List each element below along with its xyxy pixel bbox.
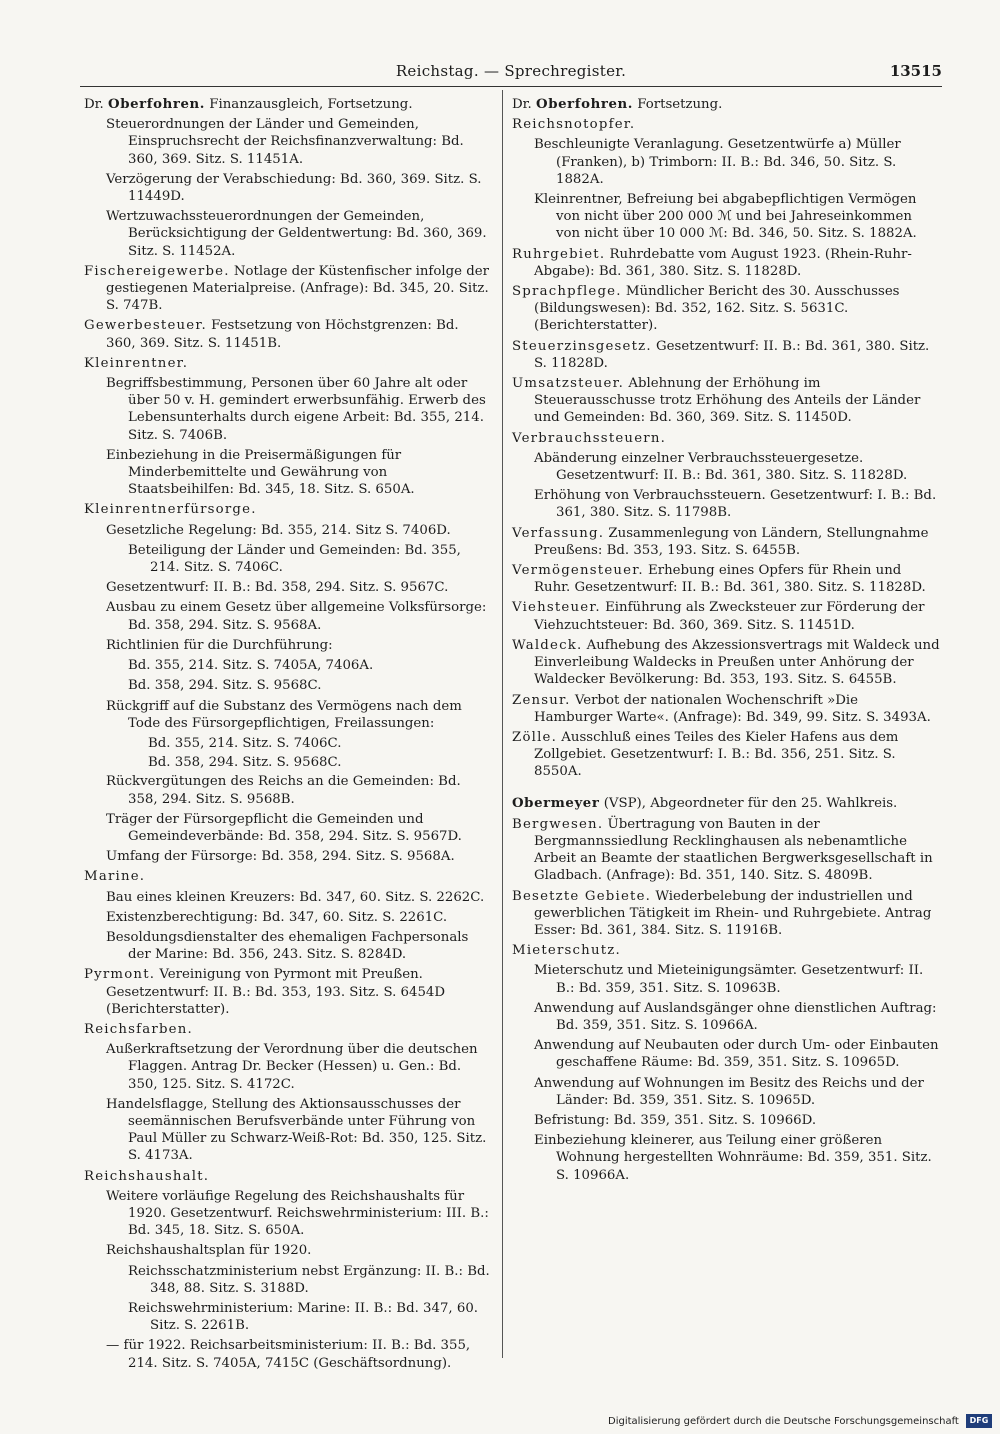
entry-text: Verbot der nationalen Wochenschrift »Die Hamburger Warte«. (Anfrage): Bd. 349, 99. Sitz. S. 3493A. xyxy=(534,692,931,725)
entry-text: Übertragung von Bauten in der Bergmannssiedlung Recklinghausen als nebenamtliche Arbeit an Beamte der staatlichen Bergwerksgesellschaft in Gladbach. (Anfrage): Bd. 351, 140. Sitz. S. 4809B. xyxy=(534,816,933,884)
index-entry xyxy=(512,136,940,188)
entry-text: Einbeziehung kleinerer, aus Teilung einer größeren Wohnung hergestellten Wohnräume: Bd. 359, 351. Sitz. S. 10966A. xyxy=(534,1133,932,1183)
page-header xyxy=(80,60,942,87)
entry-text: Rückvergütungen des Reichs an die Gemeinden: Bd. 358, 294. Sitz. S. 9568B. xyxy=(106,774,461,807)
entry-text: Ablehnung der Erhöhung im Steuerausschusse trotz Erhöhung des Anteils der Länder und Gemeinden: Bd. 360, 369. Sitz. S. 11450D. xyxy=(534,376,921,426)
index-entry xyxy=(512,450,940,484)
entry-text: Anwendung auf Auslandsgänger ohne dienstlichen Auftrag: Bd. 359, 351. Sitz. S. 10966A. xyxy=(534,1000,937,1033)
entry-text: Einführung als Zwecksteuer zur Förderung der Viehzuchtsteuer: Bd. 360, 369. Sitz. S. 11451D. xyxy=(534,600,925,633)
entry-topic: Pyrmont. xyxy=(84,967,156,983)
speaker-prefix: Dr. xyxy=(512,97,532,112)
index-entry xyxy=(512,191,940,243)
index-entry xyxy=(84,1263,490,1297)
index-entry xyxy=(84,909,490,926)
right-column xyxy=(512,96,940,1187)
index-entry xyxy=(512,283,940,335)
footer-credit: Digitalisierung gefördert durch die Deutsche Forschungsgemeinschaft xyxy=(608,1416,959,1427)
index-entry xyxy=(84,677,490,694)
index-entry xyxy=(512,375,940,427)
entry-text: Mündlicher Bericht des 30. Ausschusses (Bildungswesen): Bd. 352, 162. Sitz. S. 5631C. (Berichterstatter). xyxy=(534,284,900,334)
index-entry xyxy=(84,1168,490,1185)
entry-text: Weitere vorläufige Regelung des Reichshaushalts für 1920. Gesetzentwurf. Reichswehrministerium: III. B.: Bd. 345, 18. Sitz. S. 650A. xyxy=(106,1188,489,1239)
entry-text: Beteiligung der Länder und Gemeinden: Bd. 355, 214. Sitz. S. 7406C. xyxy=(128,542,461,576)
index-entry xyxy=(84,1337,490,1371)
entry-text: Gesetzentwurf: II. B.: Bd. 361, 380. Sitz. S. 11828D. xyxy=(534,338,930,371)
entry-text: Bd. 358, 294. Sitz. S. 9568C. xyxy=(128,678,322,694)
index-entry xyxy=(512,562,940,596)
entry-text: Besoldungsdienstalter des ehemaligen Fachpersonals der Marine: Bd. 356, 243. Sitz. S. 8284D. xyxy=(106,929,469,963)
entry-list xyxy=(84,116,490,1372)
entry-topic: Zensur. xyxy=(512,692,571,708)
index-entry xyxy=(512,246,940,280)
entry-text: Gesetzliche Regelung: Bd. 355, 214. Sitz S. 7406D. xyxy=(106,522,451,538)
index-entry xyxy=(512,116,940,133)
entry-text: Gesetzentwurf: II. B.: Bd. 358, 294. Sitz. S. 9567C. xyxy=(106,580,449,596)
index-entry xyxy=(512,1132,940,1184)
entry-text: Abänderung einzelner Verbrauchssteuergesetze. Gesetzentwurf: II. B.: Bd. 361, 380. Sitz. S. 11828D. xyxy=(534,450,908,484)
index-entry xyxy=(512,1075,940,1109)
index-entry xyxy=(84,811,490,845)
entry-text: Handelsflagge, Stellung des Aktionsausschusses der seemännischen Berufsverbände unter Führung von Paul Müller zu Schwarz-Weiß-Rot: Bd. 350, 125. Sitz. S. 4173A. xyxy=(106,1096,487,1164)
entry-topic: Kleinrentnerfürsorge. xyxy=(84,502,257,518)
index-entry xyxy=(84,447,490,499)
entry-text: Aufhebung des Akzessionsvertrags mit Waldeck und Einverleibung Waldecks in Preußen unter Anhörung der Waldecker Bevölkerung: Bd. 353, 193. Sitz. S. 6455B. xyxy=(534,637,940,688)
entry-topic: Sprachpflege. xyxy=(512,284,622,300)
index-entry xyxy=(84,522,490,539)
entry-topic: Verbrauchssteuern. xyxy=(512,430,667,446)
speaker-name: Oberfohren. xyxy=(108,97,205,112)
index-entry xyxy=(84,698,490,732)
column-divider xyxy=(502,90,503,1358)
entry-text: Steuerordnungen der Länder und Gemeinden, Einspruchsrecht der Reichsfinanzverwaltung: Bd. 360, 369. Sitz. S. 11451A. xyxy=(106,117,464,167)
entry-topic: Zölle. xyxy=(512,729,558,745)
index-entry xyxy=(512,962,940,996)
entry-text: Außerkraftsetzung der Verordnung über die deutschen Flaggen. Antrag Dr. Becker (Hessen) u. Gen.: Bd. 350, 125. Sitz. S. 4172C. xyxy=(106,1042,478,1092)
entry-text: Anwendung auf Neubauten oder durch Um- oder Einbauten geschaffene Räume: Bd. 359, 351. Sitz. S. 10965D. xyxy=(534,1038,939,1071)
entry-topic: Reichsfarben. xyxy=(84,1021,193,1037)
entry-text: Existenzberechtigung: Bd. 347, 60. Sitz. S. 2261C. xyxy=(106,909,448,925)
index-entry xyxy=(84,1041,490,1093)
entry-text: Mieterschutz und Mieteinigungsämter. Gesetzentwurf: II. B.: Bd. 359, 351. Sitz. S. 10963B. xyxy=(534,963,924,996)
index-entry xyxy=(84,375,490,444)
dfg-logo: DFG xyxy=(966,1414,992,1428)
entry-text: Festsetzung von Höchstgrenzen: Bd. 360, 369. Sitz. S. 11451B. xyxy=(106,318,459,351)
speaker-subtitle: Finanzausgleich, Fortsetzung. xyxy=(209,97,413,112)
index-entry xyxy=(84,501,490,518)
entry-text: Ruhrdebatte vom August 1923. (Rhein-Ruhr-Abgabe): Bd. 361, 380. Sitz. S. 11828D. xyxy=(534,246,912,279)
index-entry xyxy=(84,116,490,168)
speaker-name: Oberfohren. xyxy=(536,97,633,112)
entry-text: Vereinigung von Pyrmont mit Preußen. Gesetzentwurf: II. B.: Bd. 353, 193. Sitz. S. 6454D (Berichterstatter). xyxy=(106,967,446,1017)
speaker-subtitle: Fortsetzung. xyxy=(637,97,723,112)
index-entry xyxy=(512,338,940,372)
entry-text: Reichswehrministerium: Marine: II. B.: Bd. 347, 60. Sitz. S. 2261B. xyxy=(128,1301,479,1334)
entry-topic: Ruhrgebiet. xyxy=(512,246,606,262)
entry-text: Reichshaushaltsplan für 1920. xyxy=(106,1243,312,1259)
index-entry xyxy=(512,942,940,959)
entry-text: Begriffsbestimmung, Personen über 60 Jahre alt oder über 50 v. H. gemindert erwerbsunfähig. Erwerb des Lebensunterhalts durch eigene Arbeit: Bd. 355, 214. Sitz. S. 7406B. xyxy=(106,376,486,443)
index-entry xyxy=(84,542,490,576)
entry-text: Kleinrentner, Befreiung bei abgabepflichtigen Vermögen von nicht über 200 000 ℳ und bei Jahreseinkommen von nicht über 10 000 ℳ: Bd. 346, 50. Sitz. S. 1882A. xyxy=(534,192,917,242)
footer xyxy=(608,1414,992,1430)
index-entry xyxy=(84,735,490,752)
entry-text: — für 1922. Reichsarbeitsministerium: II. B.: Bd. 355, 214. Sitz. S. 7405A, 7415C (Geschäftsordnung). xyxy=(106,1338,471,1371)
entry-text: Richtlinien für die Durchführung: xyxy=(106,637,333,653)
index-entry xyxy=(84,317,490,351)
index-entry xyxy=(512,637,940,689)
index-entry xyxy=(84,1242,490,1259)
running-title: Reichstag. — Sprechregister. xyxy=(395,62,627,80)
entry-text: Befristung: Bd. 359, 351. Sitz. S. 10966D. xyxy=(534,1112,817,1128)
entry-topic: Marine. xyxy=(84,869,146,885)
left-column xyxy=(84,96,490,1375)
entry-topic: Besetzte Gebiete. xyxy=(512,888,652,904)
entry-topic: Umsatzsteuer. xyxy=(512,376,625,392)
entry-topic: Steuerzinsgesetz. xyxy=(512,338,652,354)
index-entry xyxy=(84,1096,490,1165)
index-entry xyxy=(84,657,490,674)
entry-text: Erhöhung von Verbrauchssteuern. Gesetzentwurf: I. B.: Bd. 361, 380. Sitz. S. 11798B. xyxy=(534,488,937,521)
entry-text: Ausschluß eines Teiles des Kieler Hafens aus dem Zollgebiet. Gesetzentwurf: I. B.: Bd. 356, 251. Sitz. S. 8550A. xyxy=(534,729,899,780)
speaker-subtitle: (VSP), Abgeordneter für den 25. Wahlkreis. xyxy=(603,795,898,811)
entry-text: Bd. 355, 214. Sitz. S. 7405A, 7406A. xyxy=(128,658,374,674)
index-entry xyxy=(512,729,940,781)
entry-text: Träger der Fürsorgepflicht die Gemeinden und Gemeindeverbände: Bd. 358, 294. Sitz. S. 9567D. xyxy=(106,811,462,844)
entry-text: Beschleunigte Veranlagung. Gesetzentwürfe a) Müller (Franken), b) Trimborn: II. B.: Bd. 346, 50. Sitz. S. 1882A. xyxy=(534,137,901,187)
entry-text: Verzögerung der Verabschiedung: Bd. 360, 369. Sitz. S. 11449D. xyxy=(106,171,482,205)
index-entry xyxy=(84,848,490,865)
index-entry xyxy=(84,208,490,260)
index-entry xyxy=(84,171,490,205)
index-entry xyxy=(512,1112,940,1129)
entry-topic: Reichsnotopfer. xyxy=(512,117,636,133)
entry-topic: Bergwesen. xyxy=(512,816,604,832)
speaker-heading-2 xyxy=(512,795,940,812)
index-entry xyxy=(512,692,940,726)
entry-topic: Vermögensteuer. xyxy=(512,563,644,579)
index-entry xyxy=(512,599,940,633)
index-entry xyxy=(84,263,490,315)
entry-text: Bau eines kleinen Kreuzers: Bd. 347, 60. Sitz. S. 2262C. xyxy=(106,889,485,905)
entry-topic: Waldeck. xyxy=(512,637,583,653)
entry-text: Reichsschatzministerium nebst Ergänzung: II. B.: Bd. 348, 88. Sitz. S. 3188D. xyxy=(128,1263,490,1296)
entry-topic: Kleinrentner. xyxy=(84,355,189,371)
entry-list xyxy=(512,116,940,780)
entry-text: Ausbau zu einem Gesetz über allgemeine Volksfürsorge: Bd. 358, 294. Sitz. S. 9568A. xyxy=(106,600,487,633)
index-entry xyxy=(84,773,490,807)
entry-topic: Verfassung. xyxy=(512,525,605,541)
index-entry xyxy=(84,579,490,596)
entry-text: Wertzuwachssteuerordnungen der Gemeinden, Berücksichtigung der Geldentwertung: Bd. 360, 369. Sitz. S. 11452A. xyxy=(106,209,487,259)
entry-topic: Viehsteuer. xyxy=(512,600,601,616)
index-entry xyxy=(512,888,940,940)
index-entry xyxy=(84,355,490,372)
speaker-name: Obermeyer xyxy=(512,795,600,811)
entry-text: Zusammenlegung von Ländern, Stellungnahme Preußens: Bd. 353, 193. Sitz. S. 6455B. xyxy=(534,525,929,558)
entry-topic: Gewerbesteuer. xyxy=(84,318,207,334)
entry-text: Bd. 355, 214. Sitz. S. 7406C. xyxy=(148,735,342,751)
index-entry xyxy=(512,487,940,521)
entry-topic: Mieterschutz. xyxy=(512,943,621,959)
index-entry xyxy=(512,816,940,885)
index-entry xyxy=(84,599,490,633)
index-entry xyxy=(512,525,940,559)
index-entry xyxy=(84,929,490,963)
index-entry xyxy=(84,1021,490,1038)
index-entry xyxy=(84,1188,490,1240)
index-entry xyxy=(84,637,490,654)
index-entry xyxy=(512,1037,940,1071)
index-entry xyxy=(84,966,490,1018)
entry-text: Wiederbelebung der industriellen und gewerblichen Tätigkeit im Rhein- und Ruhrgebiete. Antrag Esser: Bd. 361, 384. Sitz. S. 11916B. xyxy=(534,888,932,938)
index-entry xyxy=(84,1300,490,1334)
entry-text: Einbeziehung in die Preisermäßigungen für Minderbemittelte und Gewährung von Staatsbeihilfen: Bd. 345, 18. Sitz. S. 650A. xyxy=(106,447,415,498)
speaker-heading xyxy=(512,96,940,113)
entry-text: Umfang der Fürsorge: Bd. 358, 294. Sitz. S. 9568A. xyxy=(106,849,455,865)
index-entry xyxy=(512,1000,940,1034)
entry-topic: Reichshaushalt. xyxy=(84,1168,210,1184)
entry-topic: Fischereigewerbe. xyxy=(84,263,230,279)
entry-list xyxy=(512,816,940,1184)
entry-text: Notlage der Küstenfischer infolge der gestiegenen Materialpreise. (Anfrage): Bd. 345, 20. Sitz. S. 747B. xyxy=(106,263,489,314)
speaker-prefix: Dr. xyxy=(84,97,104,112)
entry-text: Bd. 358, 294. Sitz. S. 9568C. xyxy=(148,755,342,771)
index-entry xyxy=(512,430,940,447)
entry-text: Anwendung auf Wohnungen im Besitz des Reichs und der Länder: Bd. 359, 351. Sitz. S. 10965D. xyxy=(534,1075,924,1108)
entry-text: Erhebung eines Opfers für Rhein und Ruhr. Gesetzentwurf: II. B.: Bd. 361, 380. Sitz. S. 11828D. xyxy=(534,563,926,596)
index-entry xyxy=(84,889,490,906)
index-entry xyxy=(84,868,490,885)
page-number: 13515 xyxy=(889,62,942,80)
speaker-heading xyxy=(84,96,490,113)
entry-text: Rückgriff auf die Substanz des Vermögens nach dem Tode des Fürsorgepflichtigen, Freilassungen: xyxy=(106,698,462,731)
index-entry xyxy=(84,754,490,771)
